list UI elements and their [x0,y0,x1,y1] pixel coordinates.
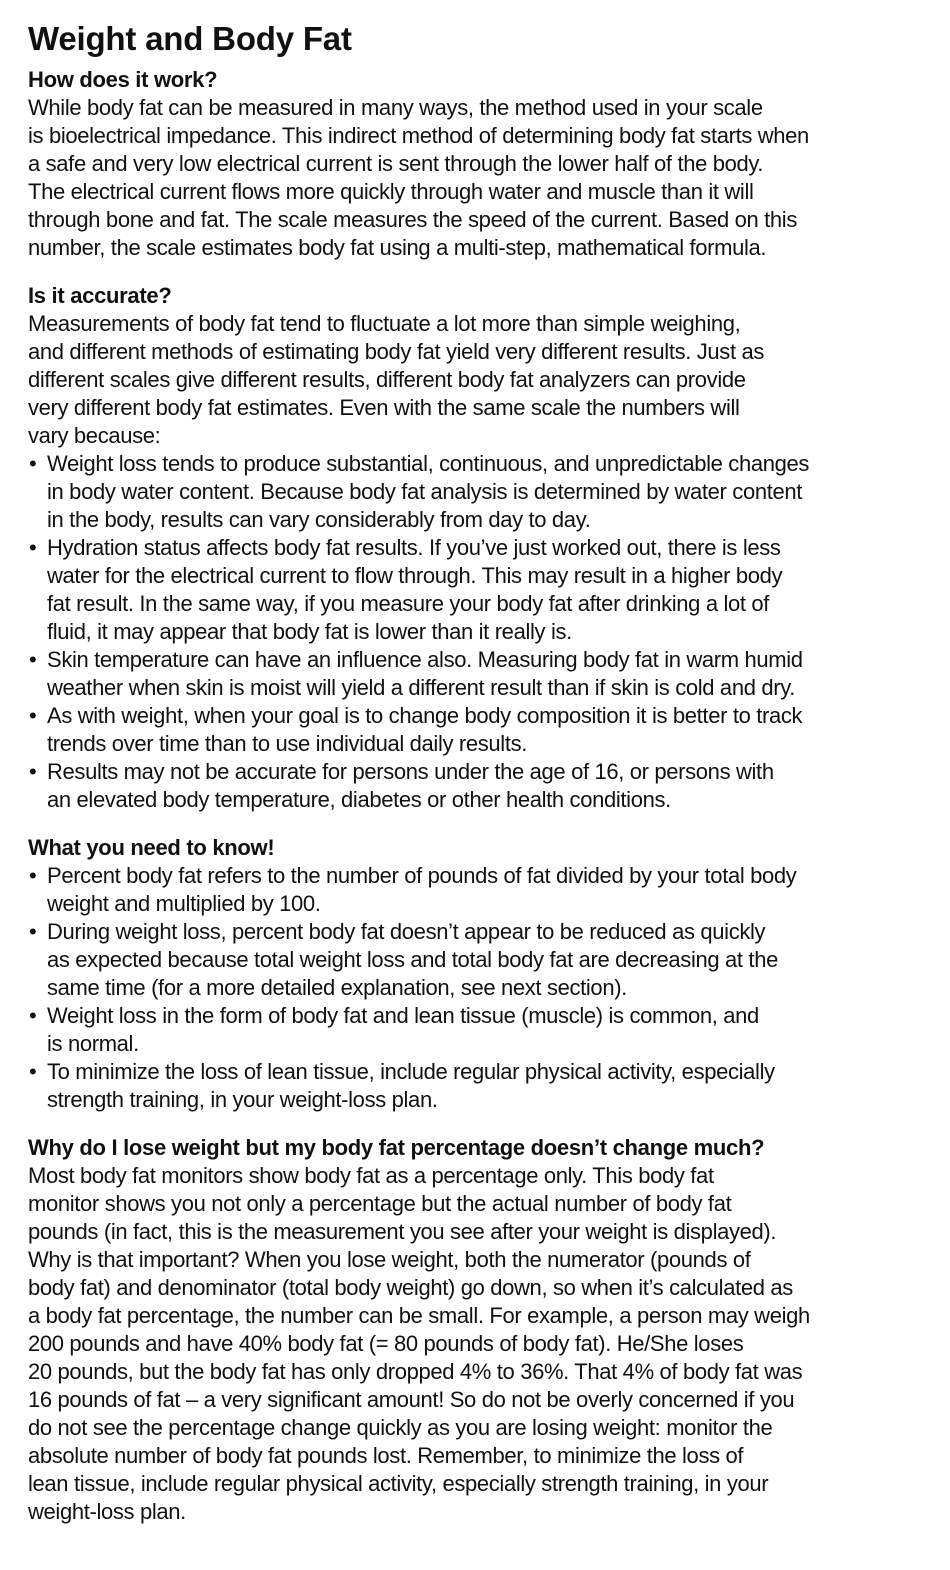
paragraph-line: Measurements of body fat tend to fluctuate a lot more than simple weighing, [28,311,741,336]
bullet-line: Hydration status affects body fat results. If you’ve just worked out, there is less [47,535,781,560]
paragraph-line: Why is that important? When you lose weight, both the numerator (pounds of [28,1247,751,1272]
bullet-item [28,758,950,814]
section-heading: What you need to know! [28,835,275,860]
bullet-line: an elevated body temperature, diabetes or other health conditions. [47,787,671,812]
section-heading: How does it work? [28,67,218,92]
paragraph-line: The electrical current flows more quickly through water and muscle than it will [28,179,754,204]
paragraph-line: is bioelectrical impedance. This indirect method of determining body fat starts when [28,123,809,148]
bullet-icon: • [29,863,37,888]
paragraph-line: monitor shows you not only a percentage but the actual number of body fat [28,1191,732,1216]
bullet-line: weight and multiplied by 100. [47,891,321,916]
section [28,834,950,1114]
bullet-line: fat result. In the same way, if you measure your body fat after drinking a lot of [47,591,770,616]
bullet-line: Percent body fat refers to the number of pounds of fat divided by your total body [47,863,797,888]
paragraph-line: vary because: [28,423,161,448]
bullet-item [28,646,950,702]
bullet-line: as expected because total weight loss and total body fat are decreasing at the [47,947,778,972]
bullet-line: trends over time than to use individual daily results. [47,731,528,756]
bullet-line: weather when skin is moist will yield a different result than if skin is cold and dry. [47,675,795,700]
paragraph-line: 16 pounds of fat – a very significant amount! So do not be overly concerned if you [28,1387,795,1412]
page-title: Weight and Body Fat [28,20,352,57]
paragraph-line: and different methods of estimating body fat yield very different results. Just as [28,339,765,364]
bullet-icon: • [29,451,37,476]
bullet-line: Skin temperature can have an influence also. Measuring body fat in warm humid [47,647,803,672]
bullet-line: Results may not be accurate for persons under the age of 16, or persons with [47,759,774,784]
bullet-icon: • [29,1059,37,1084]
bullet-line: water for the electrical current to flow through. This may result in a higher body [47,563,783,588]
paragraph-line: through bone and fat. The scale measures the speed of the current. Based on this [28,207,797,232]
bullet-icon: • [29,759,37,784]
bullet-icon: • [29,703,37,728]
paragraph-line: Most body fat monitors show body fat as a percentage only. This body fat [28,1163,714,1188]
section-heading: Why do I lose weight but my body fat percentage doesn’t change much? [28,1135,765,1160]
paragraph-line: number, the scale estimates body fat using a multi-step, mathematical formula. [28,235,767,260]
paragraph-line: weight-loss plan. [28,1499,186,1524]
bullet-item [28,1058,950,1114]
section [28,1134,950,1526]
bullet-line: same time (for a more detailed explanation, see next section). [47,975,627,1000]
paragraph-line: different scales give different results, different body fat analyzers can provide [28,367,746,392]
paragraph-line: absolute number of body fat pounds lost. Remember, to minimize the loss of [28,1443,744,1468]
bullet-icon: • [29,535,37,560]
bullet-item [28,702,950,758]
bullet-item [28,534,950,646]
paragraph-line: While body fat can be measured in many ways, the method used in your scale [28,95,763,120]
bullet-line: To minimize the loss of lean tissue, include regular physical activity, especially [47,1059,775,1084]
bullet-icon: • [29,919,37,944]
sections-container [28,66,950,1526]
paragraph-line: pounds (in fact, this is the measurement you see after your weight is displayed). [28,1219,777,1244]
bullet-line: During weight loss, percent body fat doesn’t appear to be reduced as quickly [47,919,766,944]
bullet-icon: • [29,647,37,672]
bullet-line: Weight loss tends to produce substantial, continuous, and unpredictable changes [47,451,810,476]
bullet-item [28,1002,950,1058]
bullet-item [28,862,950,918]
bullet-line: in body water content. Because body fat analysis is determined by water content [47,479,803,504]
paragraph-line: very different body fat estimates. Even with the same scale the numbers will [28,395,740,420]
bullet-item [28,450,950,534]
paragraph-line: 20 pounds, but the body fat has only dropped 4% to 36%. That 4% of body fat was [28,1359,803,1384]
bullet-item [28,918,950,1002]
bullet-icon: • [29,1003,37,1028]
paragraph-line: body fat) and denominator (total body weight) go down, so when it’s calculated as [28,1275,793,1300]
bullet-line: As with weight, when your goal is to change body composition it is better to track [47,703,803,728]
paragraph-line: a safe and very low electrical current is sent through the lower half of the body. [28,151,764,176]
bullet-line: Weight loss in the form of body fat and lean tissue (muscle) is common, and [47,1003,759,1028]
bullet-line: is normal. [47,1031,139,1056]
paragraph-line: 200 pounds and have 40% body fat (= 80 pounds of body fat). He/She loses [28,1331,744,1356]
paragraph-line: lean tissue, include regular physical activity, especially strength training, in your [28,1471,769,1496]
bullet-line: fluid, it may appear that body fat is lower than it really is. [47,619,572,644]
bullet-line: in the body, results can vary considerably from day to day. [47,507,591,532]
section-heading: Is it accurate? [28,283,172,308]
bullet-line: strength training, in your weight-loss plan. [47,1087,438,1112]
paragraph-line: do not see the percentage change quickly as you are losing weight: monitor the [28,1415,773,1440]
paragraph-line: a body fat percentage, the number can be small. For example, a person may weigh [28,1303,810,1328]
section [28,282,950,814]
section [28,66,950,262]
